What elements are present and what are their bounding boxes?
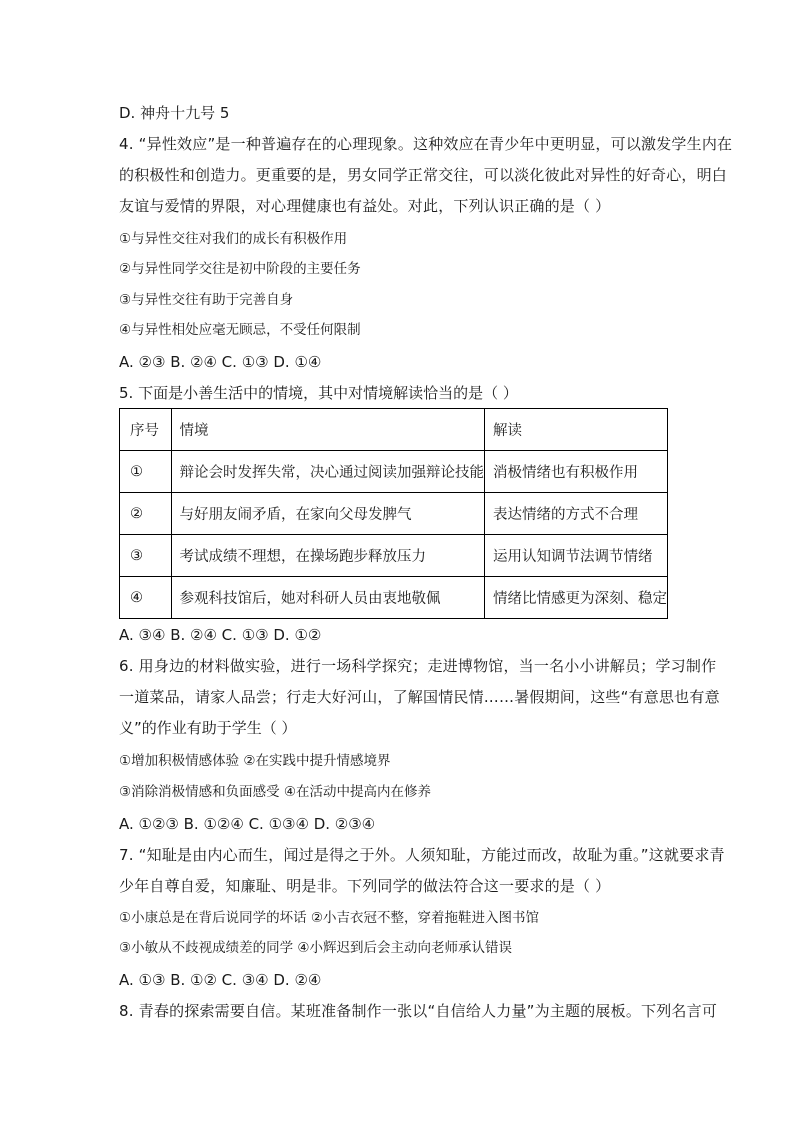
q4-choices: A. ②③ B. ②④ C. ①③ D. ①④ (119, 353, 322, 371)
q8-stem-line-1: 8. 青春的探索需要自信。某班准备制作一张以“自信给人力量”为主题的展板。下列名言可 (119, 1002, 718, 1020)
q4-stem-line-1: 4. “异性效应”是一种普遍存在的心理现象。这种效应在青少年中更明显，可以激发学生内在 (119, 135, 733, 153)
table-row (120, 451, 668, 493)
q6-stem-line-2: 一道菜品，请家人品尝；行走大好河山，了解国情民情……暑假期间，这些“有意思也有意 (119, 688, 720, 706)
table-cell-interpretation: 运用认知调节法调节情绪 (485, 535, 668, 577)
table-row (120, 493, 668, 535)
q6-choices: A. ①②③ B. ①②④ C. ①③④ D. ②③④ (119, 815, 376, 833)
table-row (120, 535, 668, 577)
q7-stem-line-1: 7. “知耻是由内心而生，闻过是得之于外。人须知耻，方能过而改，故耻为重。”这就要求青 (119, 846, 725, 864)
table-row (120, 577, 668, 619)
q4-item-2: ②与异性同学交往是初中阶段的主要任务 (119, 261, 361, 277)
q5-choices: A. ③④ B. ②④ C. ①③ D. ①② (119, 626, 322, 644)
q7-choices: A. ①③ B. ①② C. ③④ D. ②④ (119, 971, 322, 989)
q4-item-4: ④与异性相处应毫无顾忌，不受任何限制 (119, 322, 361, 338)
q6-stem-line-3: 义”的作业有助于学生（ ） (119, 719, 297, 737)
q5-stem: 5. 下面是小善生活中的情境，其中对情境解读恰当的是（ ） (119, 384, 518, 402)
table-header-cell: 情境 (171, 409, 485, 451)
table-cell-situation: 辩论会时发挥失常，决心通过阅读加强辩论技能 (171, 451, 485, 493)
table-cell-interpretation: 情绪比情感更为深刻、稳定 (485, 577, 668, 619)
table-header-cell: 序号 (120, 409, 172, 451)
table-cell-situation: 考试成绩不理想，在操场跑步释放压力 (171, 535, 485, 577)
q4-item-1: ①与异性交往对我们的成长有积极作用 (119, 231, 348, 247)
q3-option-d: D. 神舟十九号 5 (119, 104, 230, 122)
table-cell-number: ③ (120, 535, 172, 577)
table-header-cell: 解读 (485, 409, 668, 451)
q4-item-3: ③与异性交往有助于完善自身 (119, 292, 294, 308)
table-cell-interpretation: 表达情绪的方式不合理 (485, 493, 668, 535)
q7-items-2: ③小敏从不歧视成绩差的同学 ④小辉迟到后会主动向老师承认错误 (119, 940, 512, 956)
q6-items-2: ③消除消极情感和负面感受 ④在活动中提高内在修养 (119, 784, 431, 800)
q4-stem-line-2: 的积极性和创造力。更重要的是，男女同学正常交往，可以淡化彼此对异性的好奇心，明白 (119, 166, 728, 184)
q5-table (119, 408, 668, 619)
q6-stem-line-1: 6. 用身边的材料做实验，进行一场科学探究；走进博物馆，当一名小小讲解员；学习制作 (119, 657, 717, 675)
table-cell-number: ② (120, 493, 172, 535)
table-cell-interpretation: 消极情绪也有积极作用 (485, 451, 668, 493)
q7-stem-line-2: 少年自尊自爱，知廉耻、明是非。下列同学的做法符合这一要求的是（ ） (119, 877, 611, 895)
table-cell-number: ④ (120, 577, 172, 619)
table-cell-situation: 与好朋友闹矛盾，在家向父母发脾气 (171, 493, 485, 535)
table-header-row (120, 409, 668, 451)
q6-items-1: ①增加积极情感体验 ②在实践中提升情感境界 (119, 753, 391, 769)
q4-stem-line-3: 友谊与爱情的界限，对心理健康也有益处。对此，下列认识正确的是（ ） (119, 197, 611, 215)
q7-items-1: ①小康总是在背后说同学的坏话 ②小吉衣冠不整，穿着拖鞋进入图书馆 (119, 910, 539, 926)
table-cell-situation: 参观科技馆后，她对科研人员由衷地敬佩 (171, 577, 485, 619)
table-cell-number: ① (120, 451, 172, 493)
